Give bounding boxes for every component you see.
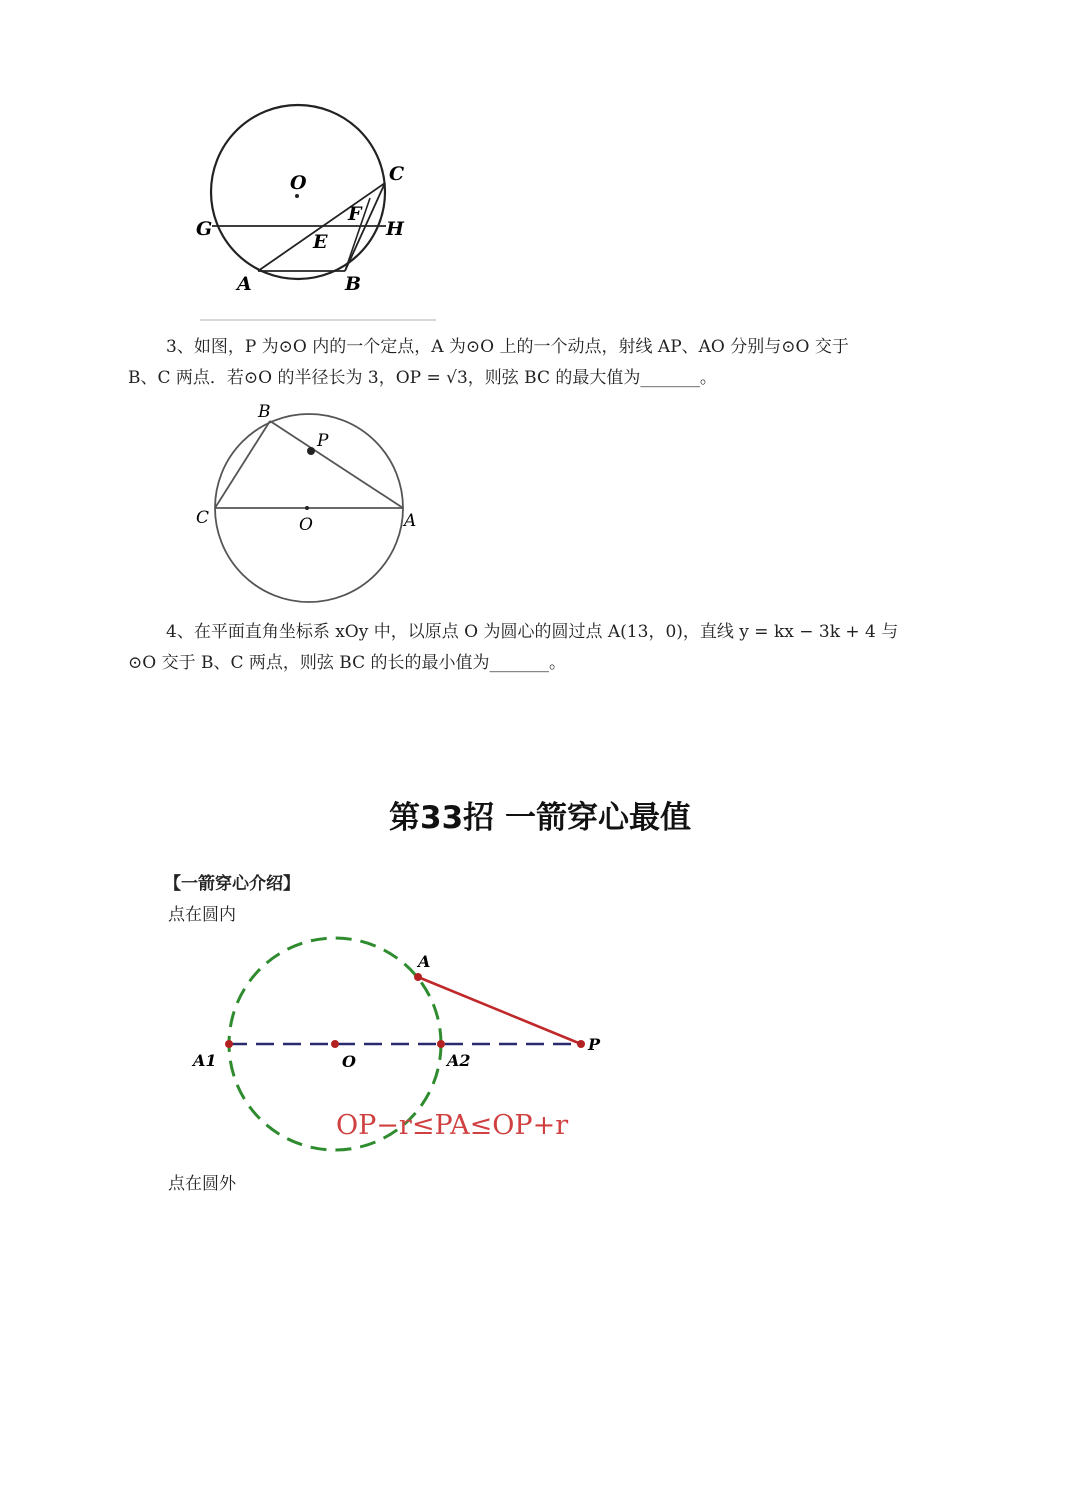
label-P: P	[317, 431, 329, 451]
label-H: H	[386, 218, 404, 240]
label-O: O	[290, 172, 307, 194]
segment-AP	[418, 977, 581, 1044]
point-A2	[437, 1040, 445, 1048]
label-O: O	[342, 1052, 356, 1071]
label-F: F	[348, 203, 362, 225]
problem-3-line-2: B、C 两点．若⊙O 的半径长为 3，OP = √3，则弦 BC 的最大值为_______。	[128, 368, 717, 388]
problem-4-line-2: ⊙O 交于 B、C 两点，则弦 BC 的长的最小值为_______。	[128, 653, 567, 673]
problem-3-line-1: 3、如图，P 为⊙O 内的一个定点，A 为⊙O 上的一个动点，射线 AP、AO 分别与⊙O 交于	[166, 337, 849, 357]
figure-arrow-through-heart	[180, 930, 620, 1160]
inside-label: 点在圆内	[168, 905, 236, 925]
section-title: 第33招 一箭穿心最值	[389, 800, 691, 836]
outside-label: 点在圆外	[168, 1174, 236, 1194]
label-A2: A2	[447, 1051, 471, 1070]
formula: OP−r≤PA≤OP+r	[336, 1110, 569, 1141]
label-A: A	[418, 952, 431, 971]
label-O: O	[299, 515, 313, 535]
label-B: B	[345, 273, 362, 295]
figure-circle-chords	[180, 80, 460, 330]
label-B: B	[258, 402, 271, 422]
center-point	[295, 194, 299, 198]
label-P: P	[588, 1035, 601, 1054]
label-G: G	[196, 218, 213, 240]
label-E: E	[313, 231, 328, 253]
label-C: C	[389, 163, 405, 185]
segment-CB	[215, 421, 270, 508]
figure-circle-bpca	[185, 398, 425, 610]
segment-BA	[270, 421, 403, 508]
problem-4-line-1: 4、在平面直角坐标系 xOy 中，以原点 O 为圆心的圆过点 A(13，0)，直线 y = kx − 3k + 4 与	[166, 622, 899, 642]
intro-heading: 【一箭穿心介绍】	[164, 874, 300, 894]
point-A	[414, 973, 422, 981]
point-A1	[225, 1040, 233, 1048]
problem-3	[128, 332, 958, 394]
label-A: A	[237, 273, 252, 295]
point-P	[307, 447, 315, 455]
label-A: A	[404, 511, 417, 531]
problem-4	[128, 617, 958, 679]
label-A1: A1	[193, 1051, 217, 1070]
point-O	[305, 506, 309, 510]
label-C: C	[196, 508, 210, 528]
point-P	[577, 1040, 585, 1048]
point-O	[331, 1040, 339, 1048]
